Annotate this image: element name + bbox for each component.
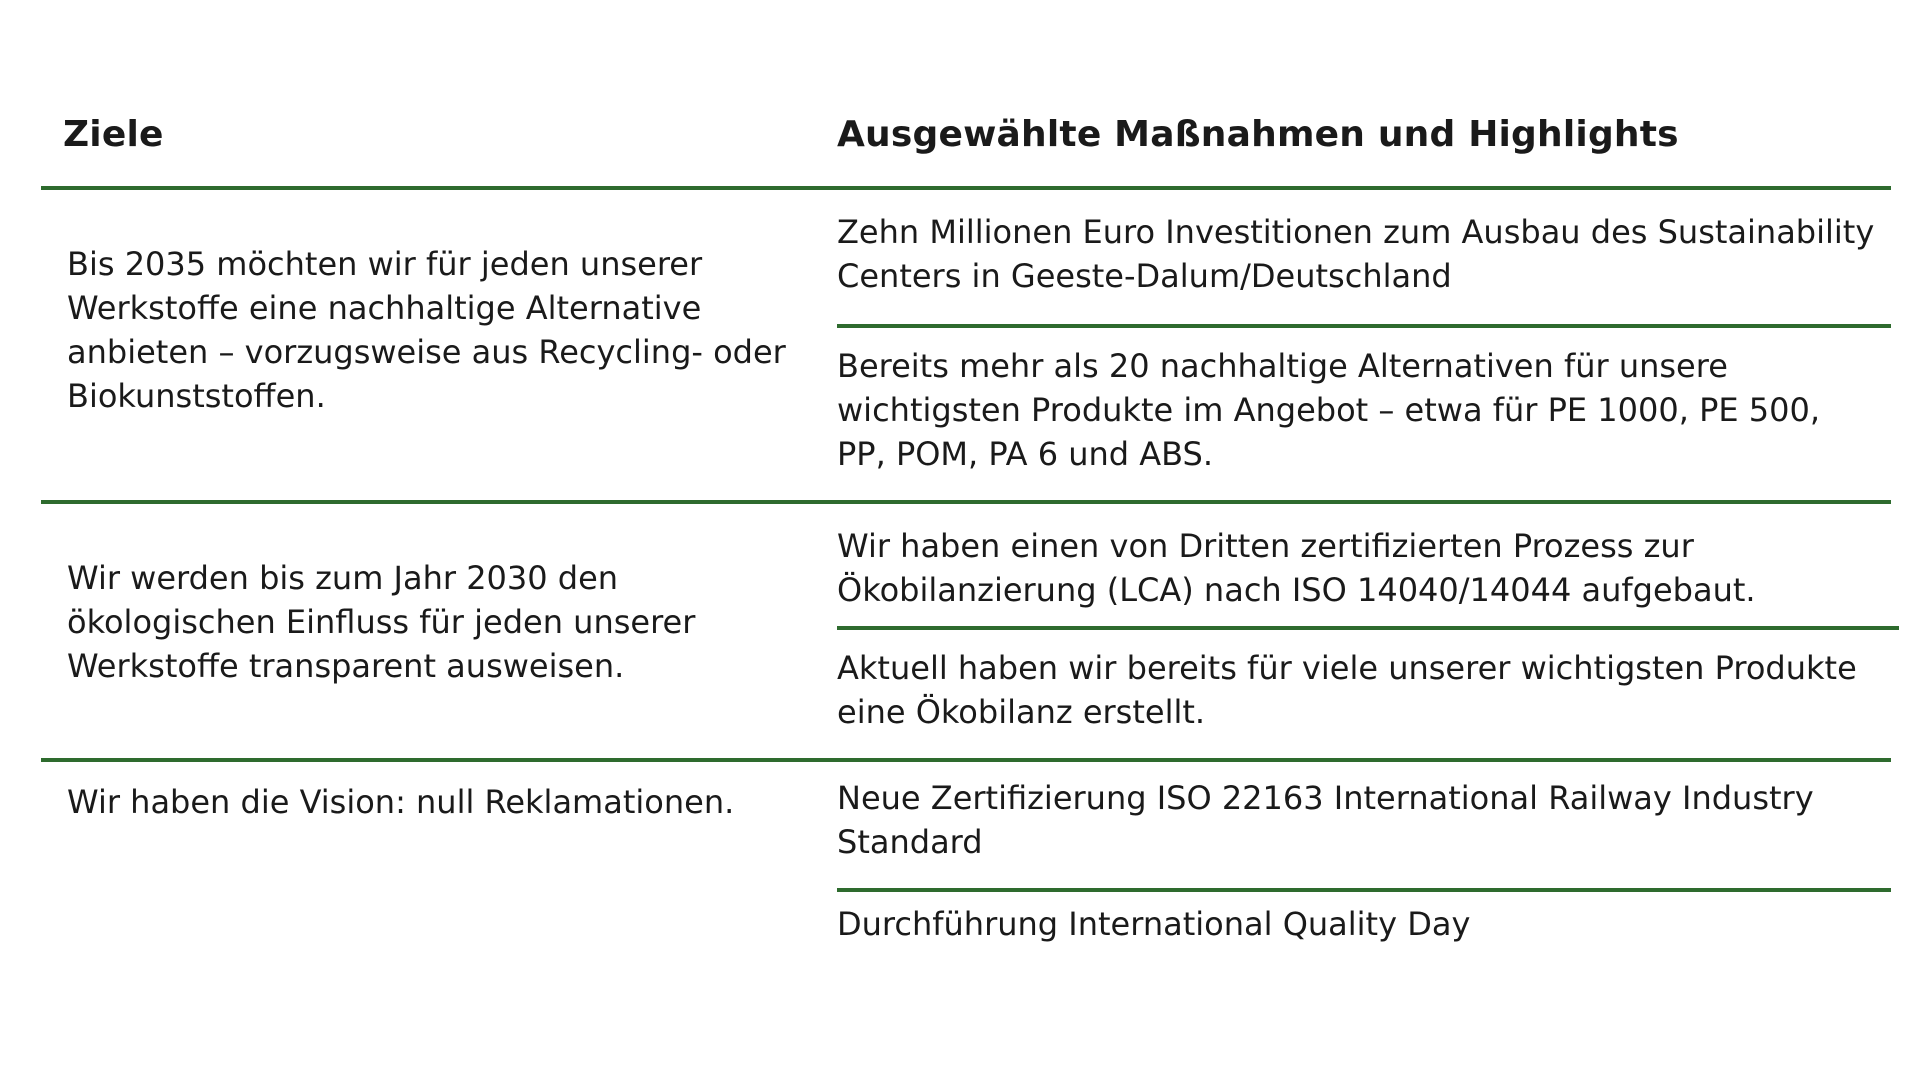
measures-list: [837, 762, 1891, 982]
table-row: [41, 762, 1891, 982]
table-header: [41, 108, 1891, 190]
measure-item: Bereits mehr als 20 nachhaltige Alternativen für unsere wichtigsten Produkte im Angebot – etwa für PE 1000, PE 500, PP, POM, PA 6 und ABS.: [837, 347, 1820, 473]
table-row: [41, 190, 1891, 504]
goal-text: Wir werden bis zum Jahr 2030 den ökologischen Einfluss für jeden unserer Werkstoffe transparent ausweisen.: [67, 559, 696, 685]
column-header-goals: Ziele: [63, 114, 164, 155]
column-header-measures: Ausgewählte Maßnahmen und Highlights: [837, 114, 1679, 155]
measure-item: Wir haben einen von Dritten zertifizierten Prozess zur Ökobilanzierung (LCA) nach ISO 14040/14044 aufgebaut.: [837, 504, 1899, 630]
measure-item: Aktuell haben wir bereits für viele unserer wichtigsten Produkte eine Ökobilanz erstellt.: [837, 649, 1857, 731]
measure-item: Durchführung International Quality Day: [837, 905, 1471, 943]
measures-list: [837, 504, 1891, 758]
measures-list: [837, 190, 1891, 500]
measure-item: Neue Zertifizierung ISO 22163 International Railway Industry Standard: [837, 762, 1891, 892]
goal-text: Bis 2035 möchten wir für jeden unserer Werkstoffe eine nachhaltige Alternative anbieten – vorzugsweise aus Recycling- oder Biokunststoffen.: [67, 245, 786, 415]
goal-text: Wir haben die Vision: null Reklamationen.: [67, 783, 735, 821]
table-row: [41, 504, 1891, 762]
measure-item: Zehn Millionen Euro Investitionen zum Ausbau des Sustainability Centers in Geeste-Dalum/Deutschland: [837, 190, 1891, 328]
